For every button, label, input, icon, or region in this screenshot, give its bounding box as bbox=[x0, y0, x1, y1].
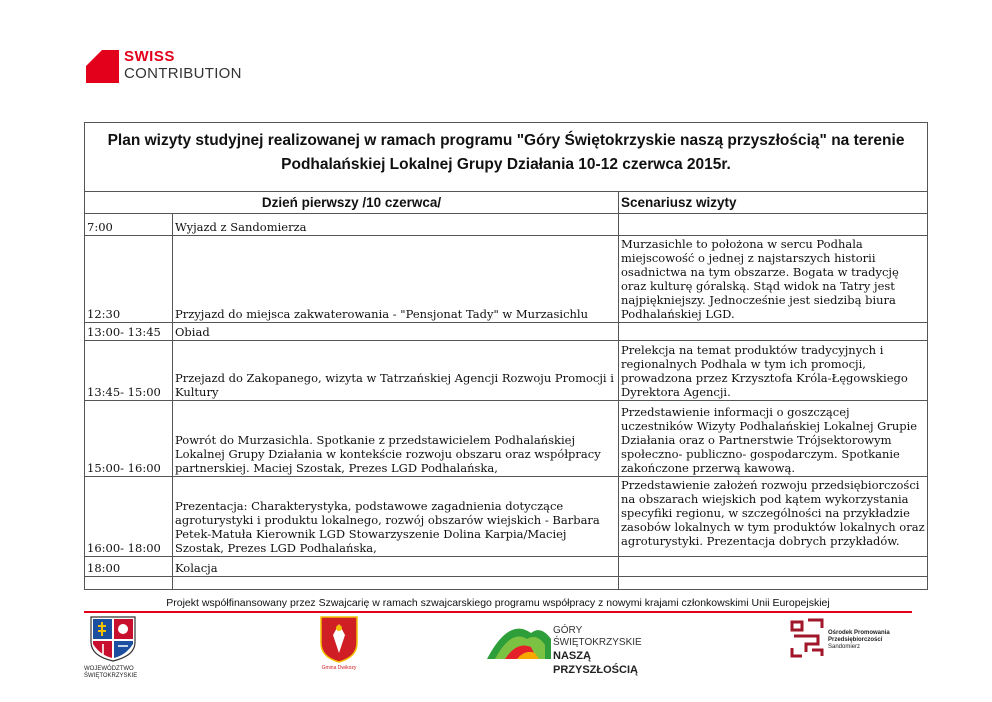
scenario-cell: Przedstawienie informacji o goszczącej uczestników Wizyty Podhalańskiej Lokalnej Grupie Działania oraz o Partnerstwie Trójsektorowym społeczno- publiczno- gospodarczym. Spotkanie zakończone przerwą kawową. bbox=[619, 401, 928, 477]
logo3-line2: NASZĄ PRZYSZŁOŚCIĄ bbox=[553, 650, 638, 676]
table-row bbox=[85, 236, 928, 323]
empty-cell bbox=[85, 577, 173, 590]
time-cell: 7:00 bbox=[85, 214, 173, 236]
activity-cell: Obiad bbox=[173, 323, 619, 341]
page-title: Plan wizyty studyjnej realizowanej w ramach programu "Góry Świętokrzyskie naszą przyszłością" na terenie Podhalańskiej Lokalnej Grupy Działania 10-12 czerwca 2015r. bbox=[85, 123, 928, 192]
logo4-line1: Ośrodek Promowania bbox=[828, 630, 890, 636]
table-row bbox=[85, 323, 928, 341]
activity-cell: Prezentacja: Charakterystyka, podstawowe zagadnienia dotyczące agroturystyki i produktu lokalnego, rozwój obszarów wiejskich - Barbara Petek-Matuła Kierownik LGD Stowarzyszenie Dolina Karpia/Maciej Szostak, Prezes LGD Podhalańska, bbox=[173, 477, 619, 557]
activity-cell: Powrót do Murzasichla. Spotkanie z przedstawicielem Podhalańskiej Lokalnej Grupy Działania w kontekście rozwoju obszaru oraz współpracy partnerskiej. Maciej Szostak, Prezes LGD Podhalańska, bbox=[173, 401, 619, 477]
empty-cell bbox=[619, 577, 928, 590]
activity-cell: Wyjazd z Sandomierza bbox=[173, 214, 619, 236]
opp-sandomierz-logo bbox=[788, 616, 913, 662]
logo4-line3: Sandomierz bbox=[828, 644, 861, 650]
time-cell: 15:00- 16:00 bbox=[85, 401, 173, 477]
scenario-header: Scenariusz wizyty bbox=[619, 192, 928, 214]
scenario-cell bbox=[619, 557, 928, 577]
logo4-line2: Przedsiębiorczości bbox=[828, 637, 883, 643]
logo3-line1: GÓRY ŚWIĘTOKRZYSKIE bbox=[553, 625, 642, 648]
time-cell: 13:00- 13:45 bbox=[85, 323, 173, 341]
time-cell: 16:00- 18:00 bbox=[85, 477, 173, 557]
activity-cell: Przyjazd do miejsca zakwaterowania - "Pensjonat Tady" w Murzasichlu bbox=[173, 236, 619, 323]
footer-funding-note: Projekt współfinansowany przez Szwajcarię w ramach szwajcarskiego programu współpracy z nowymi krajami członkowskimi Unii Europejskiej bbox=[166, 597, 830, 609]
swiss-flag-icon bbox=[86, 50, 119, 83]
logo-line-contribution: CONTRIBUTION bbox=[124, 65, 242, 82]
visit-plan-table bbox=[84, 122, 928, 590]
gory-swietokrzyskie-logo bbox=[487, 615, 652, 676]
table-row bbox=[85, 341, 928, 401]
day-header: Dzień pierwszy /10 czerwca/ bbox=[85, 192, 619, 214]
scenario-cell: Murzasichle to położona w sercu Podhala miejscowość o jednej z najstarszych historii osadnictwa na tym obszarze. Bogata w tradycję oraz kulturę góralską. Stąd widok na Tatry jest najpiękniejszy. Jednocześnie jest siedzibą biura Podhalańskiej LGD. bbox=[619, 236, 928, 323]
activity-cell: Kolacja bbox=[173, 557, 619, 577]
mountain-icon bbox=[487, 615, 551, 659]
time-cell: 18:00 bbox=[85, 557, 173, 577]
voivodeship-caption-1: WOJEWÓDZTWO bbox=[84, 666, 134, 672]
voivodeship-caption-2: ŚWIĘTOKRZYSKIE bbox=[84, 673, 138, 679]
time-cell: 13:45- 15:00 bbox=[85, 341, 173, 401]
empty-cell bbox=[173, 577, 619, 590]
activity-cell: Przejazd do Zakopanego, wizyta w Tatrzańskiej Agencji Rozwoju Promocji i Kultury bbox=[173, 341, 619, 401]
voivodeship-crest-icon bbox=[88, 614, 138, 662]
voivodeship-logo bbox=[84, 614, 144, 684]
gmina-caption: Gmina Dwikozy bbox=[321, 665, 357, 671]
scenario-cell bbox=[619, 323, 928, 341]
opp-emblem-icon bbox=[788, 616, 826, 658]
table-row bbox=[85, 401, 928, 477]
table-row bbox=[85, 557, 928, 577]
gmina-dwikozy-logo bbox=[316, 615, 362, 675]
table-row bbox=[85, 214, 928, 236]
table-row-empty bbox=[85, 577, 928, 590]
logo-line-swiss: SWISS bbox=[124, 48, 175, 65]
scenario-cell bbox=[619, 214, 928, 236]
scenario-cell: Przedstawienie założeń rozwoju przedsiębiorczości na obszarach wiejskich pod kątem wykorzystania specyfiki regionu, w szczególności na przykładzie zasobów lokalnych w tym produktów lokalnych oraz agroturystyki. Prezentacja dobrych przykładów. bbox=[619, 477, 928, 557]
gmina-crest-icon bbox=[319, 615, 359, 663]
table-row bbox=[85, 477, 928, 557]
footer-divider bbox=[84, 611, 912, 613]
time-cell: 12:30 bbox=[85, 236, 173, 323]
scenario-cell: Prelekcja na temat produktów tradycyjnych i regionalnych Podhala w tym ich promocji, prowadzona przez Krzysztofa Króla-Łęgowskiego Dyrektora Agencji. bbox=[619, 341, 928, 401]
